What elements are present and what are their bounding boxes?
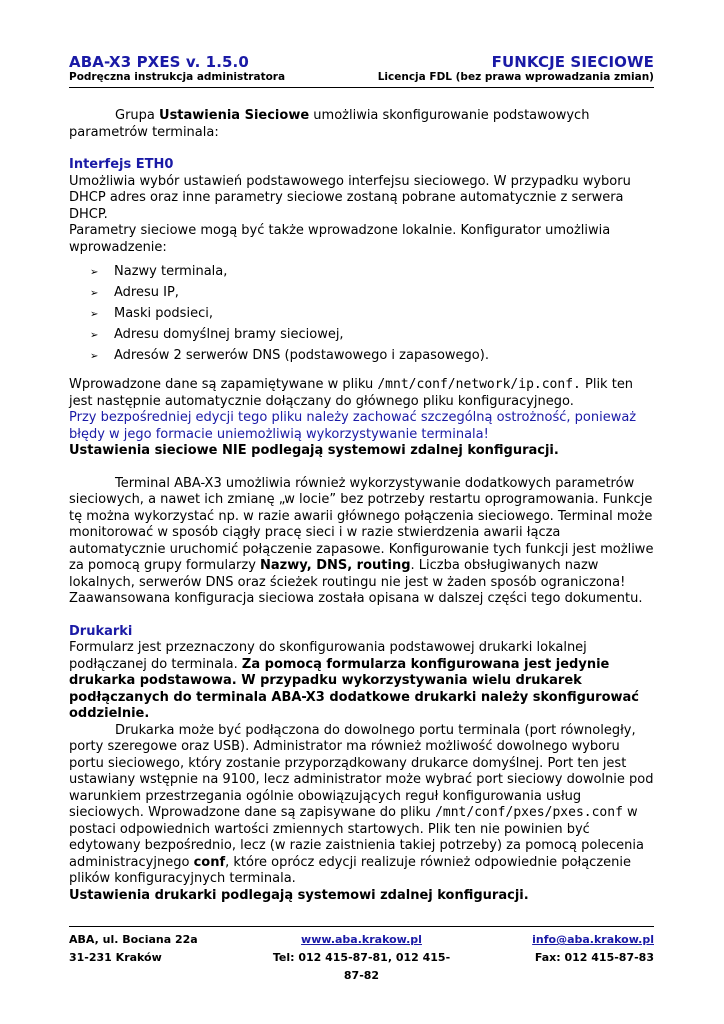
config-file-path: /mnt/conf/network/ip.conf. [377,377,581,392]
website-link[interactable]: www.aba.krakow.pl [301,933,422,946]
list-item: ➢ Adresów 2 serwerów DNS (podstawowego i zapasowego). [90,348,656,369]
edit-warning: Przy bezpośredniej edycji tego pliku należy zachować szczególną ostrożność, ponieważ błędy w jego formacie uniemożliwią wykorzystywanie terminala! [69,410,637,442]
list-item: ➢ Maski podsieci, [90,306,656,327]
printers-intro: Formularz jest przeznaczony do skonfigurowania podstawowej drukarki lokalnej podłączanej do terminala. Za pomocą formularza konfigurowana jest jedynie drukarka podstawowa. W przypadku wykorzystywania wielu drukarek podłączanych do terminala ABA-X3 dodatkowe drukarki należy skonfigurować oddzielnie. [69,640,640,721]
eth0-local-params: Parametry sieciowe mogą być także wprowadzone lokalnie. Konfigurator umożliwia wprowadzenie: [69,223,611,255]
footer-phone: Tel: 012 415-87-81, 012 415-87-82 [272,951,451,982]
saved-file-paragraph: Wprowadzone dane są zapamiętywane w pliku /mnt/conf/network/ip.conf. Plik ten jest następnie automatycznie dołączany do głównego pliku konfiguracyjnego. [69,377,634,409]
arrow-bullet-icon: ➢ [90,309,99,320]
network-remote-config-notice: Ustawienia sieciowe NIE podlegają systemowi zdalnej konfiguracji. [69,443,559,458]
arrow-bullet-icon: ➢ [90,351,99,362]
printers-heading: Drukarki [69,623,133,639]
page-header [69,53,654,83]
email-link[interactable]: info@aba.krakow.pl [532,933,654,946]
list-item: ➢ Adresu IP, [90,285,656,306]
footer-address-street: ABA, ul. Bociana 22a [69,933,198,946]
intro-paragraph: Grupa Ustawienia Sieciowe umożliwia skonfigurowanie podstawowych parametrów terminala: [69,108,590,140]
page-body [69,108,656,904]
section-title: FUNKCJE SIECIOWE [491,53,654,71]
footer-address-city: 31-231 Kraków [69,951,162,964]
eth0-params-list [69,264,656,369]
printers-details: Drukarka może być podłączona do dowolnego portu terminala (port równoległy, porty szeregowe oraz USB). Administrator ma również możliwość dowolnego wyboru portu sieciowego, który zostanie przyporządkowany drukarce domyślnej. Port ten jest ustawiany wstępnie na 9100, lecz administrator może wybrać port sieciowy dowolnie pod warunkiem przestrzegania ogólnie obowiązujących reguł konfigurowania usług sieciowych. Wprowadzone dane są zapisywane do pliku /mnt/conf/pxes/pxes.conf w postaci odpowiednich wartości zmiennych startowych. Plik ten nie powinien być edytowany bezpośrednio, lecz (w razie zaistnienia takiej potrzeby) za pomocą polecenia administracyjnego conf, które oprócz edycji realizuje również odpowiednie połączenie plików konfiguracyjnych terminala. [69,722,654,886]
eth0-description: Umożliwia wybór ustawień podstawowego interfejsu sieciowego. W przypadku wyboru DHCP adres oraz inne parametry sieciowe zostaną pobrane automatycznie z serwera DHCP. [69,173,631,222]
license-note: Licencja FDL (bez prawa wprowadzania zmian) [377,71,654,83]
footer-fax: Fax: 012 415-87-83 [534,951,654,964]
arrow-bullet-icon: ➢ [90,330,99,341]
arrow-bullet-icon: ➢ [90,288,99,299]
extra-network-paragraph: Terminal ABA-X3 umożliwia również wykorzystywanie dodatkowych parametrów sieciowych, a nawet ich zmianę „w locie” bez potrzeby restartu oprogramowania. Funkcje tę można wykorzystać np. w razie awarii głównego połączenia sieciowego. Terminal może monitorować w sposób ciągły pracę sieci i w razie stwierdzenia awarii łącza automatycznie uruchomić połączenie zapasowe. Konfigurowanie tych funkcji jest możliwe za pomocą grupy formularzy Nazwy, DNS, routing. Liczba obsługiwanych nazw lokalnych, serwerów DNS oraz ścieżek routingu nie jest w żaden sposób ograniczona! Zaawansowana konfiguracja sieciowa została opisana w dalszej części tego dokumentu. [69,475,654,606]
list-item: ➢ Nazwy terminala, [90,264,656,285]
header-divider [69,87,654,88]
eth0-heading: Interfejs ETH0 [69,157,174,172]
document-title: ABA-X3 PXES v. 1.5.0 [69,53,249,71]
list-item: ➢ Adresu domyślnej bramy sieciowej, [90,327,656,348]
footer-divider [69,926,654,927]
pxes-config-path: /mnt/conf/pxes/pxes.conf [435,805,623,820]
arrow-bullet-icon: ➢ [90,267,99,278]
document-subtitle: Podręczna instrukcja administratora [69,71,286,83]
printers-remote-config-notice: Ustawienia drukarki podlegają systemowi zdalnej konfiguracji. [69,887,529,903]
page-footer [69,931,654,985]
